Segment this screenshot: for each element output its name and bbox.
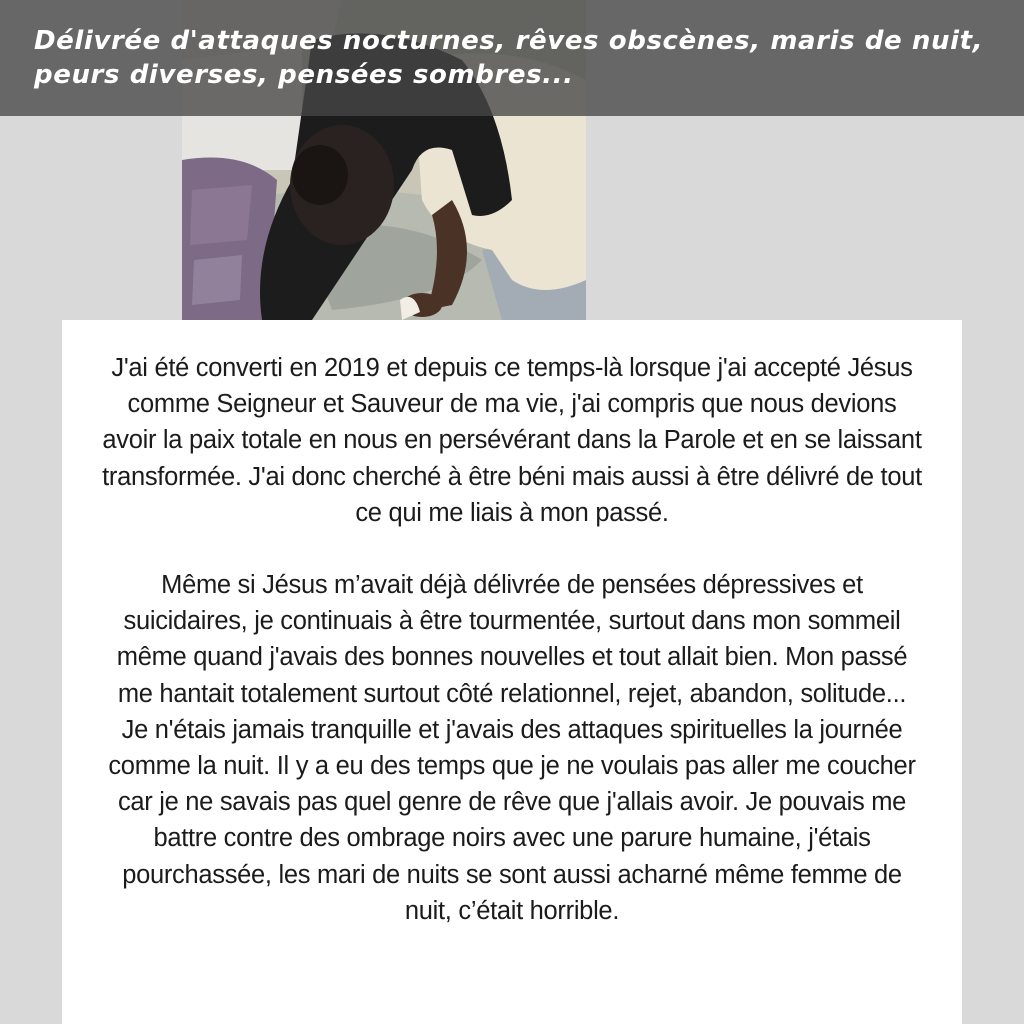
testimony-card [62, 320, 962, 1024]
title-banner [0, 0, 1024, 116]
paragraph-1: J'ai été converti en 2019 et depuis ce temps-là lorsque j'ai accepté Jésus comme Seigneur et Sauveur de ma vie, j'ai compris que nous devions avoir la paix totale en nous en persévérant dans la Parole et en se laissant transformée. J'ai donc cherché à être béni mais aussi à être délivré de tout ce qui me liais à mon passé. [102, 354, 922, 527]
paragraph-2: Même si Jésus m’avait déjà délivrée de pensées dépressives et suicidaires, je continuais à être tourmentée, surtout dans mon sommeil même quand j'avais des bonnes nouvelles et tout allait bien. Mon passé me hantait totalement surtout côté relationnel, rejet, abandon, solitude... Je n'étais jamais tranquille et j'avais des attaques spirituelles la journée comme la nuit. Il y a eu des temps que je ne voulais pas aller me coucher car je ne savais pas quel genre de rêve que j'allais avoir. Je pouvais me battre contre des ombrage noirs avec une parure humaine, j'étais pourchassée, les mari de nuits se sont aussi acharné même femme de nuit, c’était horrible. [108, 571, 916, 925]
banner-title: Délivrée d'attaques nocturnes, rêves obscènes, maris de nuit, peurs diverses, pensées sombres... [34, 26, 984, 90]
testimony-text [102, 350, 922, 929]
